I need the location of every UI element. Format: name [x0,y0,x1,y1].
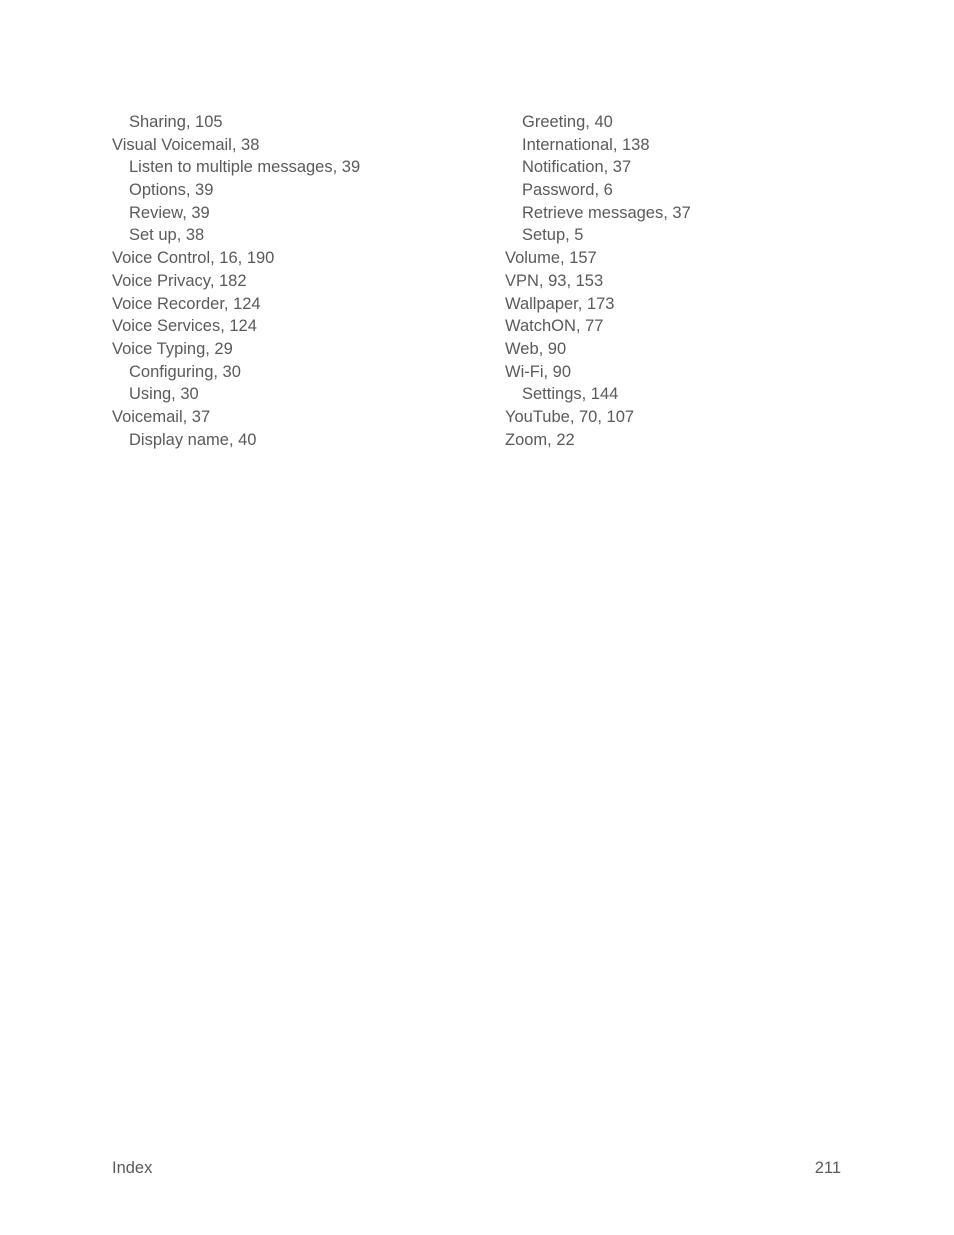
index-column-left [112,111,492,451]
index-entry: WatchON, 77 [505,317,604,336]
index-subentry: Options, 39 [129,181,214,200]
index-entry: Wi-Fi, 90 [505,362,571,381]
index-entry: Voice Recorder, 124 [112,294,261,313]
index-subentry: Display name, 40 [129,430,257,449]
index-entry: VPN, 93, 153 [505,271,604,290]
index-entry: Voice Privacy, 182 [112,271,247,290]
index-subentry: Set up, 38 [129,226,205,245]
index-subentry: International, 138 [522,135,650,154]
index-subentry: Sharing, 105 [129,113,223,131]
index-subentry: Listen to multiple messages, 39 [129,158,361,177]
footer-section-title: Index [112,1159,153,1177]
index-subentry: Notification, 37 [522,158,632,177]
index-entry: Wallpaper, 173 [505,294,615,313]
index-entry: Voice Control, 16, 190 [112,249,275,268]
footer-page-number: 211 [814,1159,841,1177]
index-subentry: Using, 30 [129,385,199,404]
index-subentry: Settings, 144 [522,385,619,404]
index-entry: Voice Services, 124 [112,317,257,336]
index-column-right [505,111,885,451]
index-entry: Voicemail, 37 [112,407,211,426]
index-entry: Visual Voicemail, 38 [112,135,260,154]
index-subentry: Retrieve messages, 37 [522,203,691,222]
index-entry: Web, 90 [505,339,567,358]
index-entry: Zoom, 22 [505,430,575,449]
index-subentry: Greeting, 40 [522,113,613,131]
index-subentry: Review, 39 [129,203,210,222]
index-entry: Voice Typing, 29 [112,339,233,358]
index-subentry: Setup, 5 [522,226,584,245]
index-entry: Volume, 157 [505,249,597,268]
index-entry: YouTube, 70, 107 [505,407,635,426]
index-subentry: Configuring, 30 [129,362,241,381]
index-subentry: Password, 6 [522,181,613,200]
